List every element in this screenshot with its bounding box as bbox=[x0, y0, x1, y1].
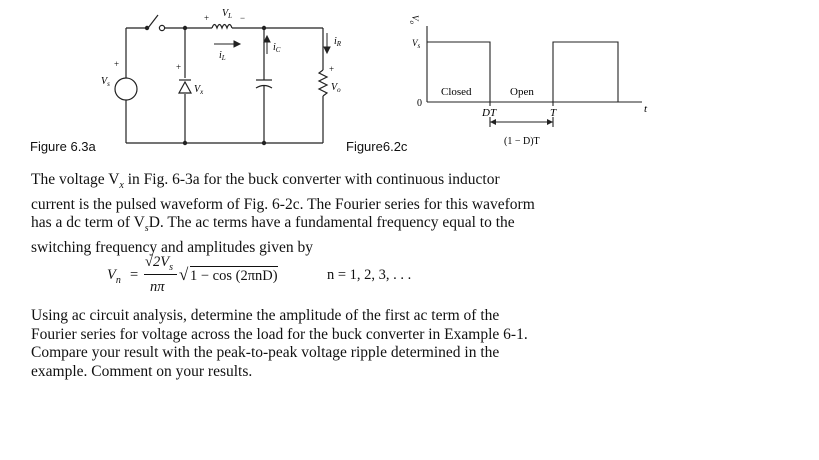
question-line-1: Using ac circuit analysis, determine the amplitude of the first ac term of the bbox=[31, 307, 500, 324]
switch-blade bbox=[148, 15, 158, 28]
intro-line-4: switching frequency and amplitudes given by bbox=[31, 238, 313, 256]
dt-label: DT bbox=[482, 107, 497, 119]
label-ir: $i_R$ bbox=[334, 36, 342, 48]
ir-arrow bbox=[324, 47, 330, 53]
time-axis-label: t bbox=[644, 103, 648, 115]
figure-caption-a: Figure 6.3a bbox=[30, 139, 96, 154]
formula-lhs: $V_n$ bbox=[107, 267, 121, 286]
pulse-2 bbox=[553, 42, 618, 102]
diode bbox=[179, 80, 191, 93]
open-label: Open bbox=[510, 86, 534, 98]
question-line-2: Fourier series for voltage across the load for the buck converter in Example 6-1. bbox=[31, 325, 528, 343]
intro-line-3: has a dc term of $V_sD$. The ac terms have a fundamental frequency equal to the bbox=[31, 214, 515, 235]
sqrt-sign: √ bbox=[179, 265, 189, 284]
inductor bbox=[212, 25, 232, 29]
vl-minus: − bbox=[240, 13, 246, 23]
formula-numerator: $√2V_s$ bbox=[145, 254, 173, 273]
problem-intro bbox=[31, 171, 535, 258]
vl-plus: + bbox=[204, 13, 210, 23]
vs-level-label: $V_s$ bbox=[412, 38, 421, 50]
switch-terminal bbox=[159, 25, 164, 30]
question-line-4: example. Comment on your results. bbox=[31, 362, 253, 380]
label-vx: $V_x$ bbox=[194, 84, 204, 96]
figure-caption-c: Figure6.2c bbox=[346, 139, 408, 154]
question-line-3: Compare your result with the peak-to-peak voltage ripple determined in the bbox=[31, 344, 500, 362]
off-interval-label: (1 − D)T bbox=[504, 136, 540, 147]
vo-plus: + bbox=[329, 64, 335, 74]
vx-plus: + bbox=[176, 62, 182, 72]
pulse-waveform-plot bbox=[390, 0, 670, 150]
label-vo: $V_o$ bbox=[331, 82, 341, 94]
intro-line-1: The voltage $V_x$ in Fig. 6-3a for the buck converter with continuous inductor bbox=[31, 171, 500, 192]
il-arrow bbox=[234, 41, 240, 47]
formula-index-range: n = 1, 2, 3, . . . bbox=[327, 267, 412, 283]
fraction-bar bbox=[144, 274, 177, 275]
formula-denominator: nπ bbox=[150, 279, 165, 295]
intro-line-2: current is the pulsed waveform of Fig. 6-2c. The Fourier series for this waveform bbox=[31, 195, 535, 213]
y-axis-label: $V_o$ bbox=[408, 15, 420, 24]
label-ic: $i_C$ bbox=[273, 42, 281, 54]
buck-converter-circuit bbox=[0, 0, 360, 150]
fourier-amplitude-formula bbox=[107, 253, 412, 301]
formula-radicand: 1 − cos (2πnD) bbox=[190, 268, 278, 284]
formula-equals: = bbox=[130, 267, 139, 283]
closed-label: Closed bbox=[441, 86, 472, 98]
resistor bbox=[319, 70, 327, 96]
period-label: T bbox=[550, 107, 557, 119]
label-vl: $V_L$ bbox=[222, 8, 233, 20]
vs-plus: + bbox=[114, 59, 120, 69]
label-vs: $V_s$ bbox=[101, 76, 110, 88]
zero-label: 0 bbox=[417, 98, 422, 109]
problem-question bbox=[31, 307, 528, 381]
ic-arrow bbox=[264, 36, 270, 42]
label-il: $i_L$ bbox=[219, 50, 226, 62]
voltage-source bbox=[115, 78, 137, 100]
